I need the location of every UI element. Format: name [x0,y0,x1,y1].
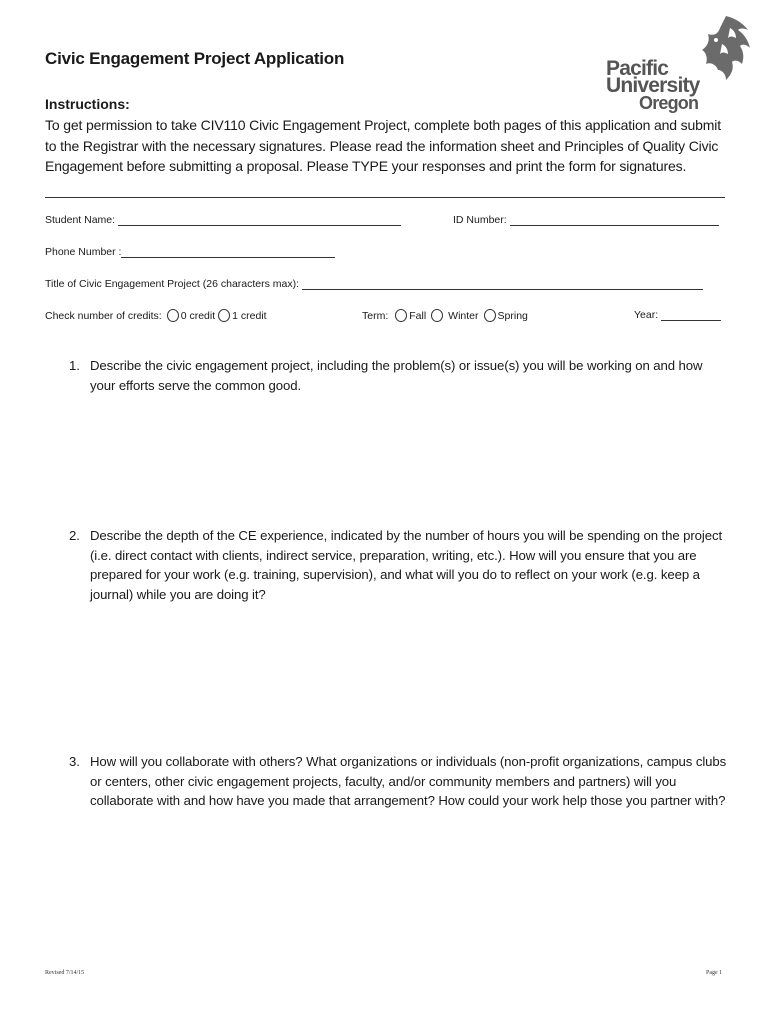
credit-1-radio[interactable] [218,309,230,322]
question-text: How will you collaborate with others? What organizations or individuals (non-profit organizations, campus clubs or centers, other civic engagement projects, faculty, and/or community members and partners) will you collaborate with and how have you made that arrangement? How could your work help those you partner with? [90,754,727,808]
id-number-row [453,214,719,226]
credits-row [45,309,267,322]
term-spring-radio[interactable] [484,309,496,322]
id-number-field[interactable] [510,214,719,226]
page-title: Civic Engagement Project Application [45,49,345,68]
question-1 [69,356,729,395]
question-3 [69,752,729,811]
student-name-row [45,214,401,226]
term-winter-radio[interactable] [431,309,443,322]
credits-label: Check number of credits: [45,310,162,322]
divider [45,197,725,198]
revision-date: Revised 7/14/15 [45,970,85,976]
question-2 [69,526,729,604]
id-number-label: ID Number: [453,214,507,226]
university-logo [600,14,752,118]
project-title-label: Title of Civic Engagement Project (26 characters max): [45,278,300,290]
logo-line-oregon: Oregon [639,93,699,113]
page-number: Page 1 [706,970,723,976]
student-name-label: Student Name: [45,214,116,226]
question-number: 3. [69,754,80,769]
term-row [362,309,528,322]
logo-line-pacific: Pacific [606,57,669,80]
phone-field[interactable] [121,246,335,258]
term-label: Term: [362,310,389,322]
year-label: Year: [634,309,659,321]
year-field[interactable] [661,309,721,321]
student-name-field[interactable] [118,214,401,226]
instructions-heading: Instructions: [45,96,130,112]
term-fall-label: Fall [409,309,427,322]
credit-0-label: 0 credit [180,309,216,322]
question-text: Describe the depth of the CE experience, indicated by the number of hours you will be spending on the project (i.e. direct contact with clients, indirect service, preparation, writing, etc.). How will you ensure that you are prepared for your work (e.g. training, supervision), and what will you do to reflect on your work (e.g. keep a journal) while you are doing it? [90,528,723,602]
logo-line-university: University [606,74,700,97]
term-fall-radio[interactable] [395,309,407,322]
credit-0-radio[interactable] [167,309,179,322]
instructions-text: To get permission to take CIV110 Civic Engagement Project, complete both pages of this application and submit to the Registrar with the necessary signatures. Please read the information sheet and Principles of Quality Civic Engagement before submitting a proposal. Please TYPE your responses and print the form for signatures. [45,117,721,174]
project-title-field[interactable] [302,278,703,290]
project-title-row [45,278,703,290]
year-row [634,309,721,321]
question-number: 2. [69,528,80,543]
credit-1-label: 1 credit [232,309,267,322]
logo-wordmark [606,57,700,113]
question-number: 1. [69,358,80,373]
phone-label: Phone Number : [45,246,122,258]
phone-row [45,246,335,258]
term-spring-label: Spring [497,309,528,322]
question-text: Describe the civic engagement project, including the problem(s) or issue(s) you will be working on and how your efforts serve the common good. [90,358,703,393]
term-winter-label: Winter [448,309,479,322]
